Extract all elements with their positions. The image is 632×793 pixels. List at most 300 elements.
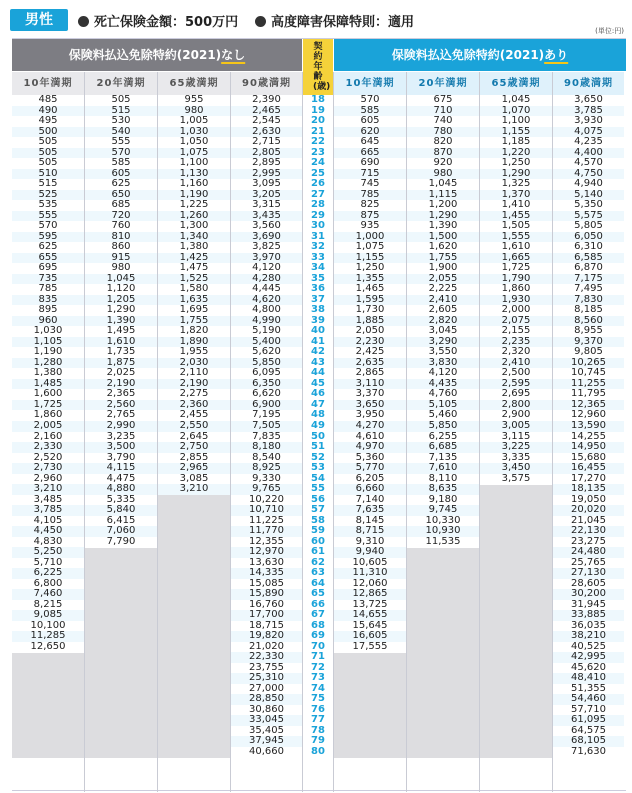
table-cell: 825 xyxy=(360,199,380,211)
table-cell: 30,200 xyxy=(553,589,624,600)
column-with-1 xyxy=(407,95,479,547)
table-cell: 1,225 xyxy=(179,199,209,211)
table-cell: 2,800 xyxy=(480,400,552,411)
table-cell: 4,750 xyxy=(553,169,624,180)
table-cell: 13,630 xyxy=(249,556,284,568)
group-right-emph: あり xyxy=(544,48,569,62)
table-cell: 12,060 xyxy=(352,577,388,589)
table-cell: 21,045 xyxy=(571,514,606,526)
table-cell: 31 xyxy=(303,232,333,243)
table-cell: 1,260 xyxy=(158,211,230,222)
table-cell: 25,310 xyxy=(231,673,302,684)
table-cell: 605 xyxy=(85,169,157,180)
column-divider xyxy=(230,72,231,792)
table-cell: 1,930 xyxy=(480,295,552,306)
table-cell: 12,960 xyxy=(571,409,606,421)
subheader-without-1: 20年満期 xyxy=(85,72,157,95)
table-cell: 15,680 xyxy=(571,451,606,463)
table-cell: 2,900 xyxy=(501,409,531,421)
table-cell: 28 xyxy=(303,200,333,211)
table-cell: 2,230 xyxy=(334,337,406,348)
table-cell: 35,405 xyxy=(249,724,284,736)
table-cell: 10,330 xyxy=(425,514,461,526)
table-cell: 9,085 xyxy=(12,610,84,621)
table-cell: 1,955 xyxy=(179,346,209,358)
table-cell: 16,760 xyxy=(249,598,284,610)
table-cell: 665 xyxy=(334,148,406,159)
table-cell: 2,730 xyxy=(12,463,84,474)
table-cell: 1,075 xyxy=(355,241,385,253)
table-cell: 3,235 xyxy=(106,430,136,442)
table-cell: 1,380 xyxy=(33,367,63,379)
table-cell: 2,605 xyxy=(428,304,458,316)
table-cell: 3,575 xyxy=(501,472,531,484)
table-cell: 57,710 xyxy=(571,703,606,715)
table-cell: 38 xyxy=(303,305,333,316)
table-cell: 5,360 xyxy=(355,451,385,463)
table-cell: 2,410 xyxy=(407,295,479,306)
table-cell: 18 xyxy=(303,95,333,106)
table-cell: 2,560 xyxy=(85,400,157,411)
table-cell: 30 xyxy=(303,221,333,232)
table-cell: 4,280 xyxy=(231,274,302,285)
table-cell: 525 xyxy=(12,190,84,201)
table-cell: 17,270 xyxy=(571,472,606,484)
table-cell: 5,105 xyxy=(407,400,479,411)
table-cell: 835 xyxy=(12,295,84,306)
column-divider xyxy=(406,72,407,792)
table-cell: 5,710 xyxy=(33,556,63,568)
column-without-0 xyxy=(12,95,84,652)
table-cell: 510 xyxy=(12,169,84,180)
table-cell: 7,635 xyxy=(334,505,406,516)
table-cell: 505 xyxy=(12,148,84,159)
table-cell: 14,255 xyxy=(571,430,606,442)
table-cell: 67 xyxy=(303,610,333,621)
table-cell: 1,290 xyxy=(407,211,479,222)
table-cell: 17,555 xyxy=(352,640,388,652)
table-cell: 570 xyxy=(360,94,380,105)
table-cell: 570 xyxy=(38,220,58,232)
table-cell: 75 xyxy=(303,694,333,705)
table-cell: 2,895 xyxy=(252,157,281,169)
table-cell: 875 xyxy=(334,211,406,222)
table-cell: 1,325 xyxy=(501,178,531,190)
table-cell: 14,655 xyxy=(334,610,406,621)
table-cell: 59 xyxy=(303,526,333,537)
table-cell: 6,900 xyxy=(231,400,302,411)
table-cell: 1,370 xyxy=(480,190,552,201)
empty-cell-block xyxy=(407,548,479,759)
table-cell: 620 xyxy=(334,127,406,138)
table-cell: 1,890 xyxy=(158,337,230,348)
table-cell: 27,000 xyxy=(249,682,284,694)
table-cell: 6,660 xyxy=(334,484,406,495)
table-cell: 4,105 xyxy=(33,514,63,526)
table-cell: 955 xyxy=(184,94,204,105)
table-cell: 3,115 xyxy=(501,430,531,442)
column-divider xyxy=(157,72,158,792)
table-cell: 11,225 xyxy=(249,514,284,526)
table-cell: 2,365 xyxy=(106,388,136,400)
table-cell: 8,215 xyxy=(33,598,63,610)
table-cell: 2,410 xyxy=(480,358,552,369)
table-cell: 1,755 xyxy=(407,253,479,264)
age-header-text: 契約年齢(歳) xyxy=(313,42,331,92)
table-cell: 4,120 xyxy=(428,367,458,379)
table-cell: 2,225 xyxy=(428,283,458,295)
table-cell: 5,620 xyxy=(252,346,281,358)
table-cell: 3,435 xyxy=(231,211,302,222)
table-cell: 920 xyxy=(433,157,453,169)
table-cell: 2,190 xyxy=(85,379,157,390)
table-cell: 40 xyxy=(303,326,333,337)
table-cell: 11,770 xyxy=(231,526,302,537)
table-cell: 9,940 xyxy=(334,547,406,558)
table-cell: 8,145 xyxy=(355,514,385,526)
group-right-prefix: 保険料払込免除特約(2021) xyxy=(391,48,545,62)
table-cell: 1,875 xyxy=(85,358,157,369)
table-cell: 17,700 xyxy=(231,610,302,621)
table-cell: 4,880 xyxy=(85,484,157,495)
table-cell: 1,610 xyxy=(501,241,531,253)
table-cell: 23,755 xyxy=(249,661,284,673)
table-cell: 72 xyxy=(303,663,333,674)
table-cell: 8,110 xyxy=(428,472,458,484)
table-cell: 3,210 xyxy=(12,484,84,495)
table-cell: 9,330 xyxy=(252,472,281,484)
table-cell: 9,765 xyxy=(231,484,302,495)
table-cell: 15,645 xyxy=(352,619,388,631)
table-cell: 2,995 xyxy=(231,169,302,180)
table-cell: 15,890 xyxy=(231,589,302,600)
column-without-3 xyxy=(231,95,302,757)
table-cell: 1,735 xyxy=(106,346,136,358)
table-cell: 6,800 xyxy=(33,577,63,589)
table-cell: 52 xyxy=(303,453,333,464)
table-cell: 780 xyxy=(407,127,479,138)
table-cell: 6,255 xyxy=(428,430,458,442)
table-cell: 595 xyxy=(12,232,84,243)
table-cell: 11,310 xyxy=(334,568,406,579)
table-cell: 60 xyxy=(303,537,333,548)
table-cell: 73 xyxy=(303,673,333,684)
table-cell: 1,005 xyxy=(179,115,209,127)
table-cell: 1,475 xyxy=(179,262,209,274)
table-cell: 2,630 xyxy=(231,127,302,138)
table-cell: 1,820 xyxy=(179,325,209,337)
table-cell: 1,500 xyxy=(407,232,479,243)
table-cell: 3,500 xyxy=(85,442,157,453)
table-cell: 720 xyxy=(85,211,157,222)
table-cell: 1,665 xyxy=(480,253,552,264)
table-cell: 2,550 xyxy=(158,421,230,432)
table-cell: 23 xyxy=(303,148,333,159)
table-cell: 1,155 xyxy=(334,253,406,264)
table-cell: 11,255 xyxy=(553,379,624,390)
table-cell: 2,750 xyxy=(158,442,230,453)
table-cell: 4,445 xyxy=(252,283,281,295)
table-cell: 70 xyxy=(303,642,333,653)
gender-badge: 男性 xyxy=(10,9,68,31)
table-cell: 22,130 xyxy=(553,526,624,537)
table-cell: 78 xyxy=(303,726,333,737)
table-cell: 915 xyxy=(85,253,157,264)
table-cell: 15,085 xyxy=(249,577,284,589)
table-cell: 2,805 xyxy=(231,148,302,159)
table-cell: 23,275 xyxy=(571,535,606,547)
table-cell: 1,425 xyxy=(158,253,230,264)
table-cell: 1,105 xyxy=(12,337,84,348)
table-cell: 49 xyxy=(303,421,333,432)
table-cell: 3,095 xyxy=(252,178,281,190)
table-cell: 6,050 xyxy=(553,232,624,243)
table-cell: 12,865 xyxy=(334,589,406,600)
table-cell: 3,550 xyxy=(428,346,458,358)
table-cell: 43 xyxy=(303,358,333,369)
table-cell: 745 xyxy=(360,178,380,190)
table-cell: 645 xyxy=(360,136,380,148)
table-cell: 5,805 xyxy=(574,220,603,232)
table-cell: 7,505 xyxy=(231,421,302,432)
table-cell: 9,180 xyxy=(428,493,458,505)
table-cell: 48 xyxy=(303,410,333,421)
table-cell: 18,715 xyxy=(249,619,284,631)
table-cell: 54 xyxy=(303,474,333,485)
table-cell: 3,450 xyxy=(480,463,552,474)
table-cell: 4,235 xyxy=(574,136,603,148)
table-cell: 495 xyxy=(38,115,58,127)
table-cell: 3,005 xyxy=(480,421,552,432)
table-cell: 695 xyxy=(38,262,58,274)
table-cell: 64 xyxy=(303,579,333,590)
table-cell: 4,270 xyxy=(334,421,406,432)
table-cell: 1,280 xyxy=(12,358,84,369)
table-cell: 14,335 xyxy=(231,568,302,579)
table-cell: 8,540 xyxy=(252,451,281,463)
table-cell: 10,265 xyxy=(553,358,624,369)
table-cell: 47 xyxy=(303,400,333,411)
group-left-emph: なし xyxy=(221,48,246,62)
table-cell: 22,330 xyxy=(231,652,302,663)
table-cell: 4,970 xyxy=(334,442,406,453)
table-cell: 5,350 xyxy=(574,199,603,211)
table-cell: 21,020 xyxy=(249,640,284,652)
subheader-with-1: 20年満期 xyxy=(407,72,479,95)
table-cell: 53 xyxy=(303,463,333,474)
table-cell: 3,335 xyxy=(501,451,531,463)
table-cell: 5,460 xyxy=(428,409,458,421)
table-cell: 2,965 xyxy=(158,463,230,474)
table-cell: 62 xyxy=(303,558,333,569)
table-cell: 650 xyxy=(85,190,157,201)
condition-disability xyxy=(255,11,414,30)
table-cell: 31,945 xyxy=(571,598,606,610)
table-cell: 4,610 xyxy=(355,430,385,442)
table-cell: 4,435 xyxy=(407,379,479,390)
table-cell: 7,830 xyxy=(553,295,624,306)
table-cell: 1,620 xyxy=(428,241,458,253)
table-cell: 71 xyxy=(303,652,333,663)
empty-cell-block xyxy=(12,653,84,758)
table-cell: 505 xyxy=(38,157,58,169)
table-cell: 51,355 xyxy=(571,682,606,694)
column-with-0 xyxy=(334,95,406,652)
table-cell: 5,190 xyxy=(252,325,281,337)
table-cell: 4,940 xyxy=(574,178,603,190)
table-cell: 35 xyxy=(303,274,333,285)
table-cell: 5,850 xyxy=(407,421,479,432)
table-cell: 40,660 xyxy=(249,745,284,757)
column-divider xyxy=(552,72,553,792)
table-cell: 655 xyxy=(12,253,84,264)
table-cell: 77 xyxy=(303,715,333,726)
table-cell: 1,045 xyxy=(428,178,458,190)
table-cell: 1,410 xyxy=(501,199,531,211)
table-cell: 1,130 xyxy=(158,169,230,180)
table-cell: 785 xyxy=(38,283,58,295)
table-cell: 21 xyxy=(303,127,333,138)
table-cell: 51 xyxy=(303,442,333,453)
column-without-1 xyxy=(85,95,157,547)
table-cell: 6,415 xyxy=(106,514,136,526)
table-cell: 485 xyxy=(38,94,58,105)
table-cell: 2,990 xyxy=(85,421,157,432)
table-cell: 740 xyxy=(433,115,453,127)
table-cell: 3,950 xyxy=(355,409,385,421)
table-cell: 1,250 xyxy=(355,262,385,274)
table-cell: 3,785 xyxy=(12,505,84,516)
table-cell: 22 xyxy=(303,137,333,148)
table-cell: 570 xyxy=(85,148,157,159)
table-cell: 4,400 xyxy=(553,148,624,159)
table-cell: 715 xyxy=(334,169,406,180)
table-cell: 7,835 xyxy=(252,430,281,442)
table-cell: 685 xyxy=(111,199,131,211)
table-cell: 2,055 xyxy=(407,274,479,285)
table-cell: 25,765 xyxy=(571,556,606,568)
table-cell: 8,955 xyxy=(574,325,603,337)
table-cell: 8,925 xyxy=(231,463,302,474)
table-cell: 6,095 xyxy=(252,367,281,379)
table-cell: 5,250 xyxy=(12,547,84,558)
table-cell: 33 xyxy=(303,253,333,264)
table-cell: 19,050 xyxy=(571,493,606,505)
table-cell: 68 xyxy=(303,621,333,632)
table-cell: 4,800 xyxy=(252,304,281,316)
table-cell: 4,120 xyxy=(252,262,281,274)
table-cell: 895 xyxy=(38,304,58,316)
table-cell: 28,605 xyxy=(571,577,606,589)
table-cell: 37 xyxy=(303,295,333,306)
table-cell: 1,600 xyxy=(33,388,63,400)
table-cell: 2,645 xyxy=(179,430,209,442)
table-cell: 26 xyxy=(303,179,333,190)
table-cell: 6,205 xyxy=(355,472,385,484)
table-cell: 4,075 xyxy=(553,127,624,138)
table-cell: 1,525 xyxy=(158,274,230,285)
table-cell: 5,575 xyxy=(553,211,624,222)
table-cell: 2,865 xyxy=(355,367,385,379)
table-cell: 810 xyxy=(85,232,157,243)
table-cell: 540 xyxy=(85,127,157,138)
table-cell: 45 xyxy=(303,379,333,390)
table-cell: 1,340 xyxy=(158,232,230,243)
column-divider xyxy=(479,72,480,792)
table-cell: 3,370 xyxy=(355,388,385,400)
table-cell: 3,930 xyxy=(574,115,603,127)
table-cell: 1,115 xyxy=(407,190,479,201)
table-cell: 1,610 xyxy=(85,337,157,348)
table-cell: 3,225 xyxy=(480,442,552,453)
table-cell: 13,725 xyxy=(352,598,388,610)
table-cell: 61 xyxy=(303,547,333,558)
table-cell: 3,290 xyxy=(407,337,479,348)
table-cell: 605 xyxy=(360,115,380,127)
table-cell: 535 xyxy=(38,199,58,211)
column-with-3 xyxy=(553,95,624,757)
table-cell: 1,120 xyxy=(106,283,136,295)
table-cell: 7,195 xyxy=(252,409,281,421)
table-cell: 2,000 xyxy=(501,304,531,316)
table-cell: 2,025 xyxy=(106,367,136,379)
table-cell: 46 xyxy=(303,389,333,400)
table-cell: 16,455 xyxy=(553,463,624,474)
table-cell: 1,205 xyxy=(85,295,157,306)
table-cell: 10,745 xyxy=(571,367,606,379)
table-cell: 1,380 xyxy=(179,241,209,253)
empty-cell-block xyxy=(334,653,406,758)
condition-death-benefit xyxy=(78,11,238,30)
column-without-2 xyxy=(158,95,230,495)
table-cell: 1,505 xyxy=(501,220,531,232)
table-cell: 4,760 xyxy=(428,388,458,400)
table-cell: 1,555 xyxy=(480,232,552,243)
table-cell: 1,050 xyxy=(179,136,209,148)
table-cell: 1,580 xyxy=(179,283,209,295)
table-cell: 870 xyxy=(407,148,479,159)
table-cell: 4,570 xyxy=(574,157,603,169)
table-cell: 36,035 xyxy=(571,619,606,631)
table-cell: 6,685 xyxy=(407,442,479,453)
table-cell: 2,635 xyxy=(334,358,406,369)
table-cell: 2,695 xyxy=(501,388,531,400)
table-cell: 2,320 xyxy=(501,346,531,358)
table-cell: 10,220 xyxy=(249,493,284,505)
table-cell: 555 xyxy=(12,211,84,222)
table-cell: 7,060 xyxy=(85,526,157,537)
table-cell: 1,000 xyxy=(334,232,406,243)
table-cell: 980 xyxy=(111,262,131,274)
table-cell: 20,020 xyxy=(553,505,624,516)
table-cell: 1,730 xyxy=(355,304,385,316)
table-cell: 11,535 xyxy=(425,535,461,547)
page-header xyxy=(0,0,632,36)
table-cell: 1,290 xyxy=(480,169,552,180)
table-cell: 585 xyxy=(334,106,406,117)
table-cell: 3,205 xyxy=(231,190,302,201)
age-column-header xyxy=(303,39,333,95)
table-cell: 505 xyxy=(111,94,131,105)
table-cell: 44 xyxy=(303,368,333,379)
table-cell: 1,200 xyxy=(428,199,458,211)
table-cell: 8,185 xyxy=(574,304,603,316)
table-cell: 2,155 xyxy=(501,325,531,337)
premium-table xyxy=(12,38,626,791)
table-cell: 5,840 xyxy=(85,505,157,516)
table-cell: 1,900 xyxy=(428,262,458,274)
table-cell: 2,160 xyxy=(33,430,63,442)
